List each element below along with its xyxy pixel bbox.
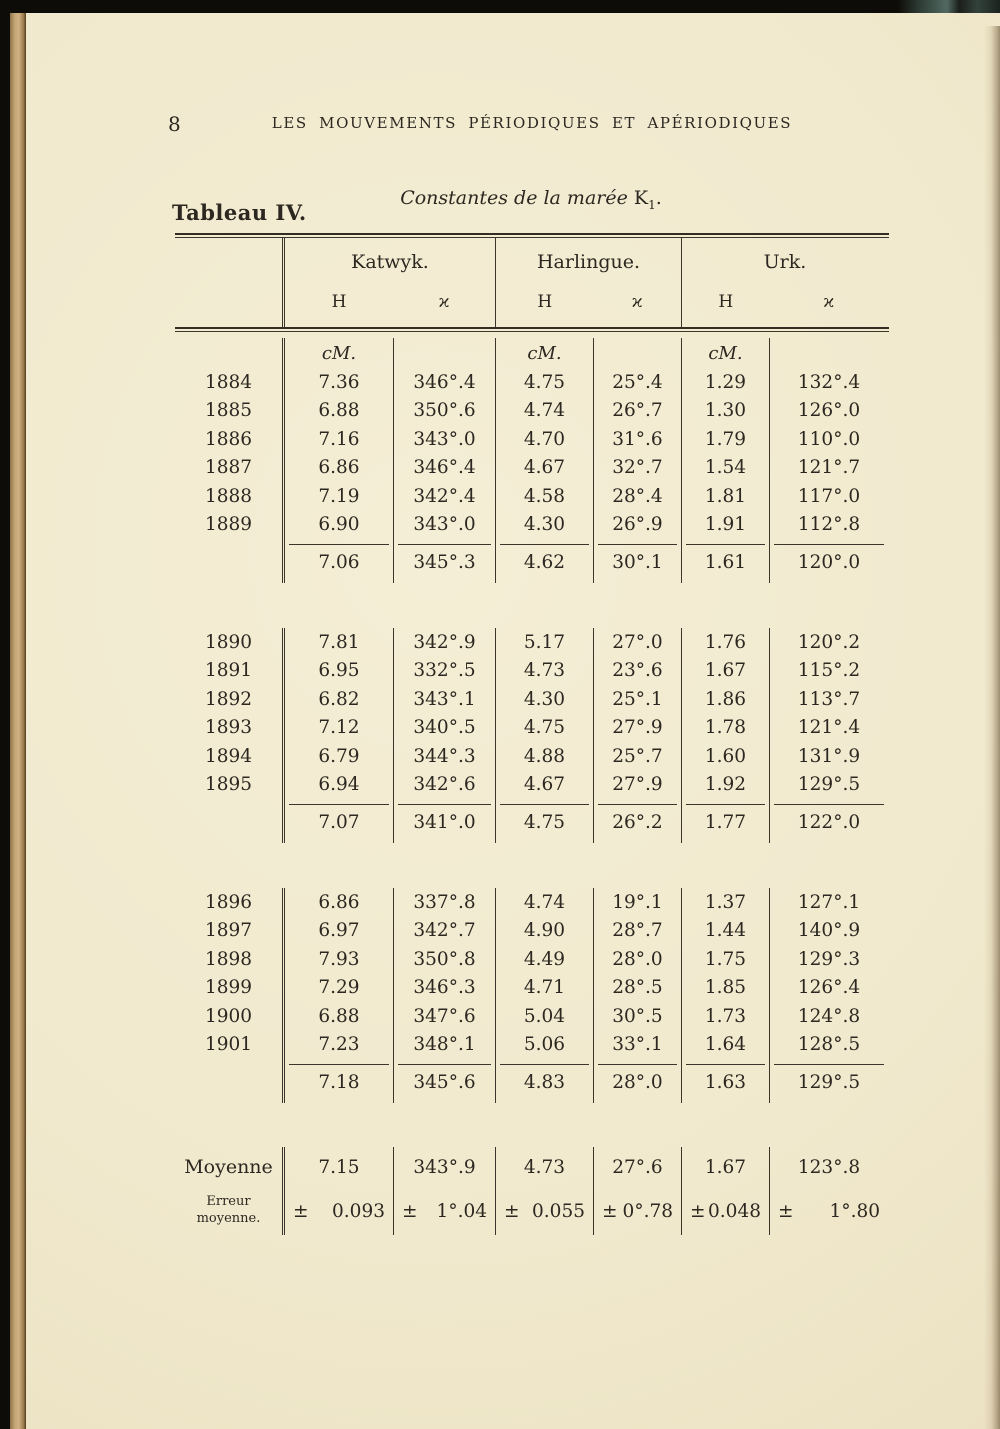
value-cell: 121°.4 [769, 714, 888, 743]
year-cell: 1897 [204, 920, 253, 942]
erreur-label [175, 1187, 282, 1235]
value-cell: 129°.5 [769, 771, 888, 800]
error-value: 1°.80 [829, 1200, 880, 1222]
value-cell [285, 799, 393, 843]
value-cell [393, 539, 495, 583]
value-cell: cM. [321, 342, 357, 364]
plus-minus-sign: ± [402, 1200, 418, 1222]
col-header-h: H [718, 292, 734, 312]
value-cell: 6.95 [318, 660, 360, 682]
value-cell: 1.64 [681, 1031, 769, 1060]
value-cell [593, 1059, 681, 1103]
table-row [175, 397, 889, 426]
value-cell: 6.86 [318, 891, 360, 913]
value-cell [285, 1059, 393, 1103]
value-cell: 1.29 [681, 368, 769, 397]
value-cell: 25°.7 [593, 742, 681, 771]
mean-value: 122°.0 [797, 812, 861, 833]
value-cell: 28°.0 [593, 945, 681, 974]
mean-value: 4.83 [523, 1072, 566, 1093]
value-cell [769, 1059, 888, 1103]
value-cell: 27°.6 [593, 1147, 681, 1187]
year-cell: 1885 [204, 400, 253, 422]
value-cell: 23°.6 [593, 657, 681, 686]
year-column-header [175, 238, 282, 327]
value-cell: 1.54 [681, 454, 769, 483]
col-header-kappa: ϰ [438, 292, 450, 312]
value-cell [495, 1059, 593, 1103]
mean-value: 7.07 [318, 812, 360, 833]
row-data [282, 799, 888, 843]
value-cell: 344°.3 [393, 742, 495, 771]
row-data [282, 714, 888, 743]
value-cell: 1.67 [681, 1147, 769, 1187]
station-name: Urk. [763, 251, 807, 273]
row-data [282, 742, 888, 771]
value-cell: 27°.9 [593, 771, 681, 800]
value-cell: 128°.5 [769, 1031, 888, 1060]
year-cell: 1894 [204, 745, 253, 767]
station-name: Harlingue. [536, 251, 641, 273]
value-cell: 5.06 [495, 1031, 593, 1060]
value-cell: 1.75 [681, 945, 769, 974]
value-cell: 115°.2 [769, 657, 888, 686]
value-cell: 6.94 [318, 774, 360, 796]
value-cell: 7.81 [318, 631, 360, 653]
value-cell [769, 338, 888, 368]
year-cell: 1900 [204, 1005, 253, 1027]
value-cell: 124°.8 [769, 1002, 888, 1031]
year-cell: 1901 [204, 1034, 253, 1056]
mean-value: 4.75 [523, 812, 566, 833]
erreur-label-line2: moyenne. [196, 1211, 261, 1226]
row-data [282, 888, 888, 917]
year-cell: 1899 [204, 977, 253, 999]
header-bottom-rule [175, 327, 889, 332]
value-cell: 1.30 [681, 397, 769, 426]
plus-minus-sign: ± [778, 1200, 794, 1222]
value-cell: 343°.0 [393, 511, 495, 540]
value-cell: 1.60 [681, 742, 769, 771]
row-data [282, 511, 888, 540]
year-cell: 1895 [204, 774, 253, 796]
row-data [282, 425, 888, 454]
value-cell [495, 1187, 593, 1235]
row-data [282, 1147, 888, 1187]
year-cell: 1887 [204, 457, 253, 479]
value-cell: 129°.3 [769, 945, 888, 974]
value-cell: 5.04 [495, 1002, 593, 1031]
value-cell: 132°.4 [769, 368, 888, 397]
value-cell: 31°.6 [593, 425, 681, 454]
plus-minus-sign: ± [690, 1200, 706, 1222]
row-data [282, 482, 888, 511]
summary-block [175, 1147, 889, 1235]
value-cell: 340°.5 [393, 714, 495, 743]
value-cell: 1.67 [681, 657, 769, 686]
year-cell [175, 1059, 282, 1103]
mean-value: 30°.1 [612, 552, 663, 573]
value-cell: 26°.9 [593, 511, 681, 540]
value-cell: 27°.9 [593, 714, 681, 743]
value-cell: 1.92 [681, 771, 769, 800]
row-data [282, 454, 888, 483]
value-cell: 4.90 [495, 917, 593, 946]
value-cell: 7.12 [318, 717, 360, 739]
value-cell: 4.49 [495, 945, 593, 974]
value-cell [593, 338, 681, 368]
value-cell: 350°.8 [393, 945, 495, 974]
value-cell [393, 1059, 495, 1103]
mean-value: 129°.5 [797, 1072, 861, 1093]
value-cell: 4.74 [495, 888, 593, 917]
value-cell [495, 799, 593, 843]
value-cell: 27°.0 [593, 628, 681, 657]
row-data [282, 628, 888, 657]
mean-value: 120°.0 [797, 552, 861, 573]
table-row [175, 685, 889, 714]
value-cell: 1.76 [681, 628, 769, 657]
year-cell [175, 799, 282, 843]
table-row [175, 1031, 889, 1060]
table-caption [331, 187, 731, 212]
year-cell: 1892 [204, 688, 253, 710]
mean-value: 28°.0 [612, 1072, 663, 1093]
row-data [282, 368, 888, 397]
value-cell: 5.17 [495, 628, 593, 657]
year-cell: 1890 [204, 631, 253, 653]
value-cell: 4.30 [495, 511, 593, 540]
value-cell [393, 1187, 495, 1235]
year-cell: 1898 [204, 948, 253, 970]
value-cell: 7.19 [318, 485, 360, 507]
row-data [282, 945, 888, 974]
table-row [175, 714, 889, 743]
value-cell [393, 338, 495, 368]
value-cell: 343°.9 [393, 1147, 495, 1187]
value-cell: 346°.4 [393, 454, 495, 483]
year-block [175, 338, 889, 583]
value-cell: 350°.6 [393, 397, 495, 426]
mean-value: 1.63 [704, 1072, 747, 1093]
value-cell: 4.30 [495, 685, 593, 714]
caption-text: Constantes de la marée [400, 187, 634, 209]
value-cell: 33°.1 [593, 1031, 681, 1060]
row-data [282, 685, 888, 714]
value-cell [681, 539, 769, 583]
value-cell: 126°.4 [769, 974, 888, 1003]
row-data [282, 338, 888, 368]
row-data [282, 1187, 888, 1235]
value-cell: 4.73 [495, 657, 593, 686]
year-cell: 1884 [204, 371, 253, 393]
value-cell: 4.75 [495, 368, 593, 397]
value-cell: 6.90 [318, 514, 360, 536]
row-data [282, 974, 888, 1003]
station-group-urk [681, 238, 888, 327]
value-cell: 4.88 [495, 742, 593, 771]
value-cell: 1.86 [681, 685, 769, 714]
station-group-katwyk [285, 238, 495, 327]
mean-value: 26°.2 [612, 812, 663, 833]
error-value: 0.048 [708, 1200, 761, 1222]
table-label: Tableau IV. [172, 200, 307, 225]
page-right-shadow [984, 26, 1000, 1429]
station-group-harlingue [495, 238, 681, 327]
value-cell [593, 1187, 681, 1235]
value-cell: 1.73 [681, 1002, 769, 1031]
value-cell: 110°.0 [769, 425, 888, 454]
value-cell: 112°.8 [769, 511, 888, 540]
year-cell: 1886 [204, 428, 253, 450]
page-number: 8 [168, 112, 181, 136]
table-row [175, 657, 889, 686]
value-cell: 19°.1 [593, 888, 681, 917]
value-cell: 4.67 [495, 771, 593, 800]
value-cell: 343°.1 [393, 685, 495, 714]
value-cell: 7.93 [318, 948, 360, 970]
moyenne-label: Moyenne [184, 1156, 273, 1178]
table-row [175, 482, 889, 511]
mean-value: 345°.6 [413, 1072, 476, 1093]
value-cell: 342°.7 [393, 917, 495, 946]
year-cell: 1896 [204, 891, 253, 913]
value-cell: 131°.9 [769, 742, 888, 771]
value-cell [681, 1187, 769, 1235]
value-cell: 28°.7 [593, 917, 681, 946]
value-cell: 1.37 [681, 888, 769, 917]
value-cell [285, 1187, 393, 1235]
mean-value: 341°.0 [413, 812, 476, 833]
value-cell: 127°.1 [769, 888, 888, 917]
value-cell: 1.91 [681, 511, 769, 540]
value-cell: 32°.7 [593, 454, 681, 483]
value-cell: 30°.5 [593, 1002, 681, 1031]
table-row [175, 454, 889, 483]
row-data [282, 397, 888, 426]
value-cell [393, 799, 495, 843]
value-cell: 1.44 [681, 917, 769, 946]
value-cell [593, 539, 681, 583]
table-row [175, 974, 889, 1003]
table-row [175, 368, 889, 397]
table-row [175, 742, 889, 771]
block-mean-row [175, 1059, 889, 1103]
mean-value: 7.06 [318, 552, 360, 573]
value-cell: 347°.6 [393, 1002, 495, 1031]
value-cell: 342°.9 [393, 628, 495, 657]
value-cell: 126°.0 [769, 397, 888, 426]
tide-constants-table [175, 233, 889, 1235]
running-title: LES MOUVEMENTS PÉRIODIQUES ET APÉRIODIQUES [271, 114, 793, 132]
value-cell: 6.88 [318, 400, 360, 422]
error-value: 0.055 [532, 1200, 585, 1222]
value-cell: 25°.1 [593, 685, 681, 714]
value-cell: 4.67 [495, 454, 593, 483]
value-cell: 4.75 [495, 714, 593, 743]
unit-row [175, 338, 889, 368]
value-cell: 120°.2 [769, 628, 888, 657]
value-cell: 346°.4 [393, 368, 495, 397]
year-cell: 1893 [204, 717, 253, 739]
mean-value: 4.62 [523, 552, 566, 573]
value-cell: 6.97 [318, 920, 360, 942]
value-cell: 337°.8 [393, 888, 495, 917]
row-data [282, 539, 888, 583]
erreur-moyenne-row [175, 1187, 889, 1235]
value-cell: 4.70 [495, 425, 593, 454]
value-cell: 343°.0 [393, 425, 495, 454]
caption-symbol-k1: $K_1$. [633, 187, 662, 212]
error-value: 1°.04 [436, 1200, 487, 1222]
table-row [175, 771, 889, 800]
year-block [175, 888, 889, 1103]
mean-value: 1.61 [704, 552, 747, 573]
value-cell [495, 539, 593, 583]
value-cell [681, 799, 769, 843]
value-cell: 6.88 [318, 1005, 360, 1027]
year-cell: 1891 [204, 660, 253, 682]
error-value: 0.093 [332, 1200, 385, 1222]
table-row [175, 1002, 889, 1031]
table-body [175, 338, 889, 1235]
value-cell: 7.16 [318, 428, 360, 450]
table-row [175, 945, 889, 974]
value-cell: 121°.7 [769, 454, 888, 483]
value-cell: 1.81 [681, 482, 769, 511]
table-row [175, 917, 889, 946]
value-cell: 7.36 [318, 371, 360, 393]
mean-value: 1.77 [704, 812, 747, 833]
plus-minus-sign: ± [602, 1200, 618, 1222]
value-cell: 28°.5 [593, 974, 681, 1003]
table-row [175, 511, 889, 540]
value-cell [681, 1059, 769, 1103]
value-cell: 1.78 [681, 714, 769, 743]
moyenne-row [175, 1147, 889, 1187]
row-data [282, 657, 888, 686]
value-cell: 1.85 [681, 974, 769, 1003]
mean-value: 7.18 [318, 1072, 360, 1093]
value-cell: cM. [495, 338, 593, 368]
table-header [175, 238, 889, 327]
value-cell [769, 799, 888, 843]
row-data [282, 771, 888, 800]
col-header-h: H [537, 292, 553, 312]
value-cell: 342°.4 [393, 482, 495, 511]
value-cell: 6.82 [318, 688, 360, 710]
row-data [282, 1059, 888, 1103]
value-cell: 140°.9 [769, 917, 888, 946]
col-header-kappa: ϰ [823, 292, 835, 312]
row-data [282, 917, 888, 946]
value-cell [285, 539, 393, 583]
page-edge-left [10, 13, 26, 1429]
col-header-h: H [331, 292, 347, 312]
year-cell: 1888 [204, 485, 253, 507]
value-cell: 7.29 [318, 977, 360, 999]
value-cell: 4.71 [495, 974, 593, 1003]
value-cell: 4.74 [495, 397, 593, 426]
plus-minus-sign: ± [504, 1200, 520, 1222]
value-cell: 6.86 [318, 457, 360, 479]
plus-minus-sign: ± [293, 1200, 309, 1222]
erreur-label-line1: Erreur [206, 1194, 251, 1210]
value-cell: 348°.1 [393, 1031, 495, 1060]
value-cell [769, 539, 888, 583]
value-cell: 346°.3 [393, 974, 495, 1003]
year-block [175, 628, 889, 843]
error-value: 0°.78 [622, 1200, 673, 1222]
value-cell: 4.58 [495, 482, 593, 511]
value-cell: 123°.8 [769, 1147, 888, 1187]
value-cell: 113°.7 [769, 685, 888, 714]
table-row [175, 425, 889, 454]
value-cell: cM. [681, 338, 769, 368]
block-mean-row [175, 539, 889, 583]
value-cell: 6.79 [318, 745, 360, 767]
value-cell [769, 1187, 888, 1235]
value-cell [593, 799, 681, 843]
value-cell: 1.79 [681, 425, 769, 454]
year-cell [175, 539, 282, 583]
value-cell: 26°.7 [593, 397, 681, 426]
value-cell: 117°.0 [769, 482, 888, 511]
block-mean-row [175, 799, 889, 843]
value-cell: 7.23 [318, 1034, 360, 1056]
value-cell: 28°.4 [593, 482, 681, 511]
station-name: Katwyk. [351, 251, 429, 273]
value-cell: 25°.4 [593, 368, 681, 397]
row-data [282, 1031, 888, 1060]
table-row [175, 628, 889, 657]
mean-value: 345°.3 [413, 552, 476, 573]
col-header-kappa: ϰ [631, 292, 643, 312]
value-cell: 342°.6 [393, 771, 495, 800]
value-cell: 7.15 [318, 1156, 360, 1178]
table-row [175, 888, 889, 917]
row-data [282, 1002, 888, 1031]
value-cell: 4.73 [495, 1147, 593, 1187]
year-cell: 1889 [204, 514, 253, 536]
year-cell [175, 338, 282, 368]
value-cell: 332°.5 [393, 657, 495, 686]
